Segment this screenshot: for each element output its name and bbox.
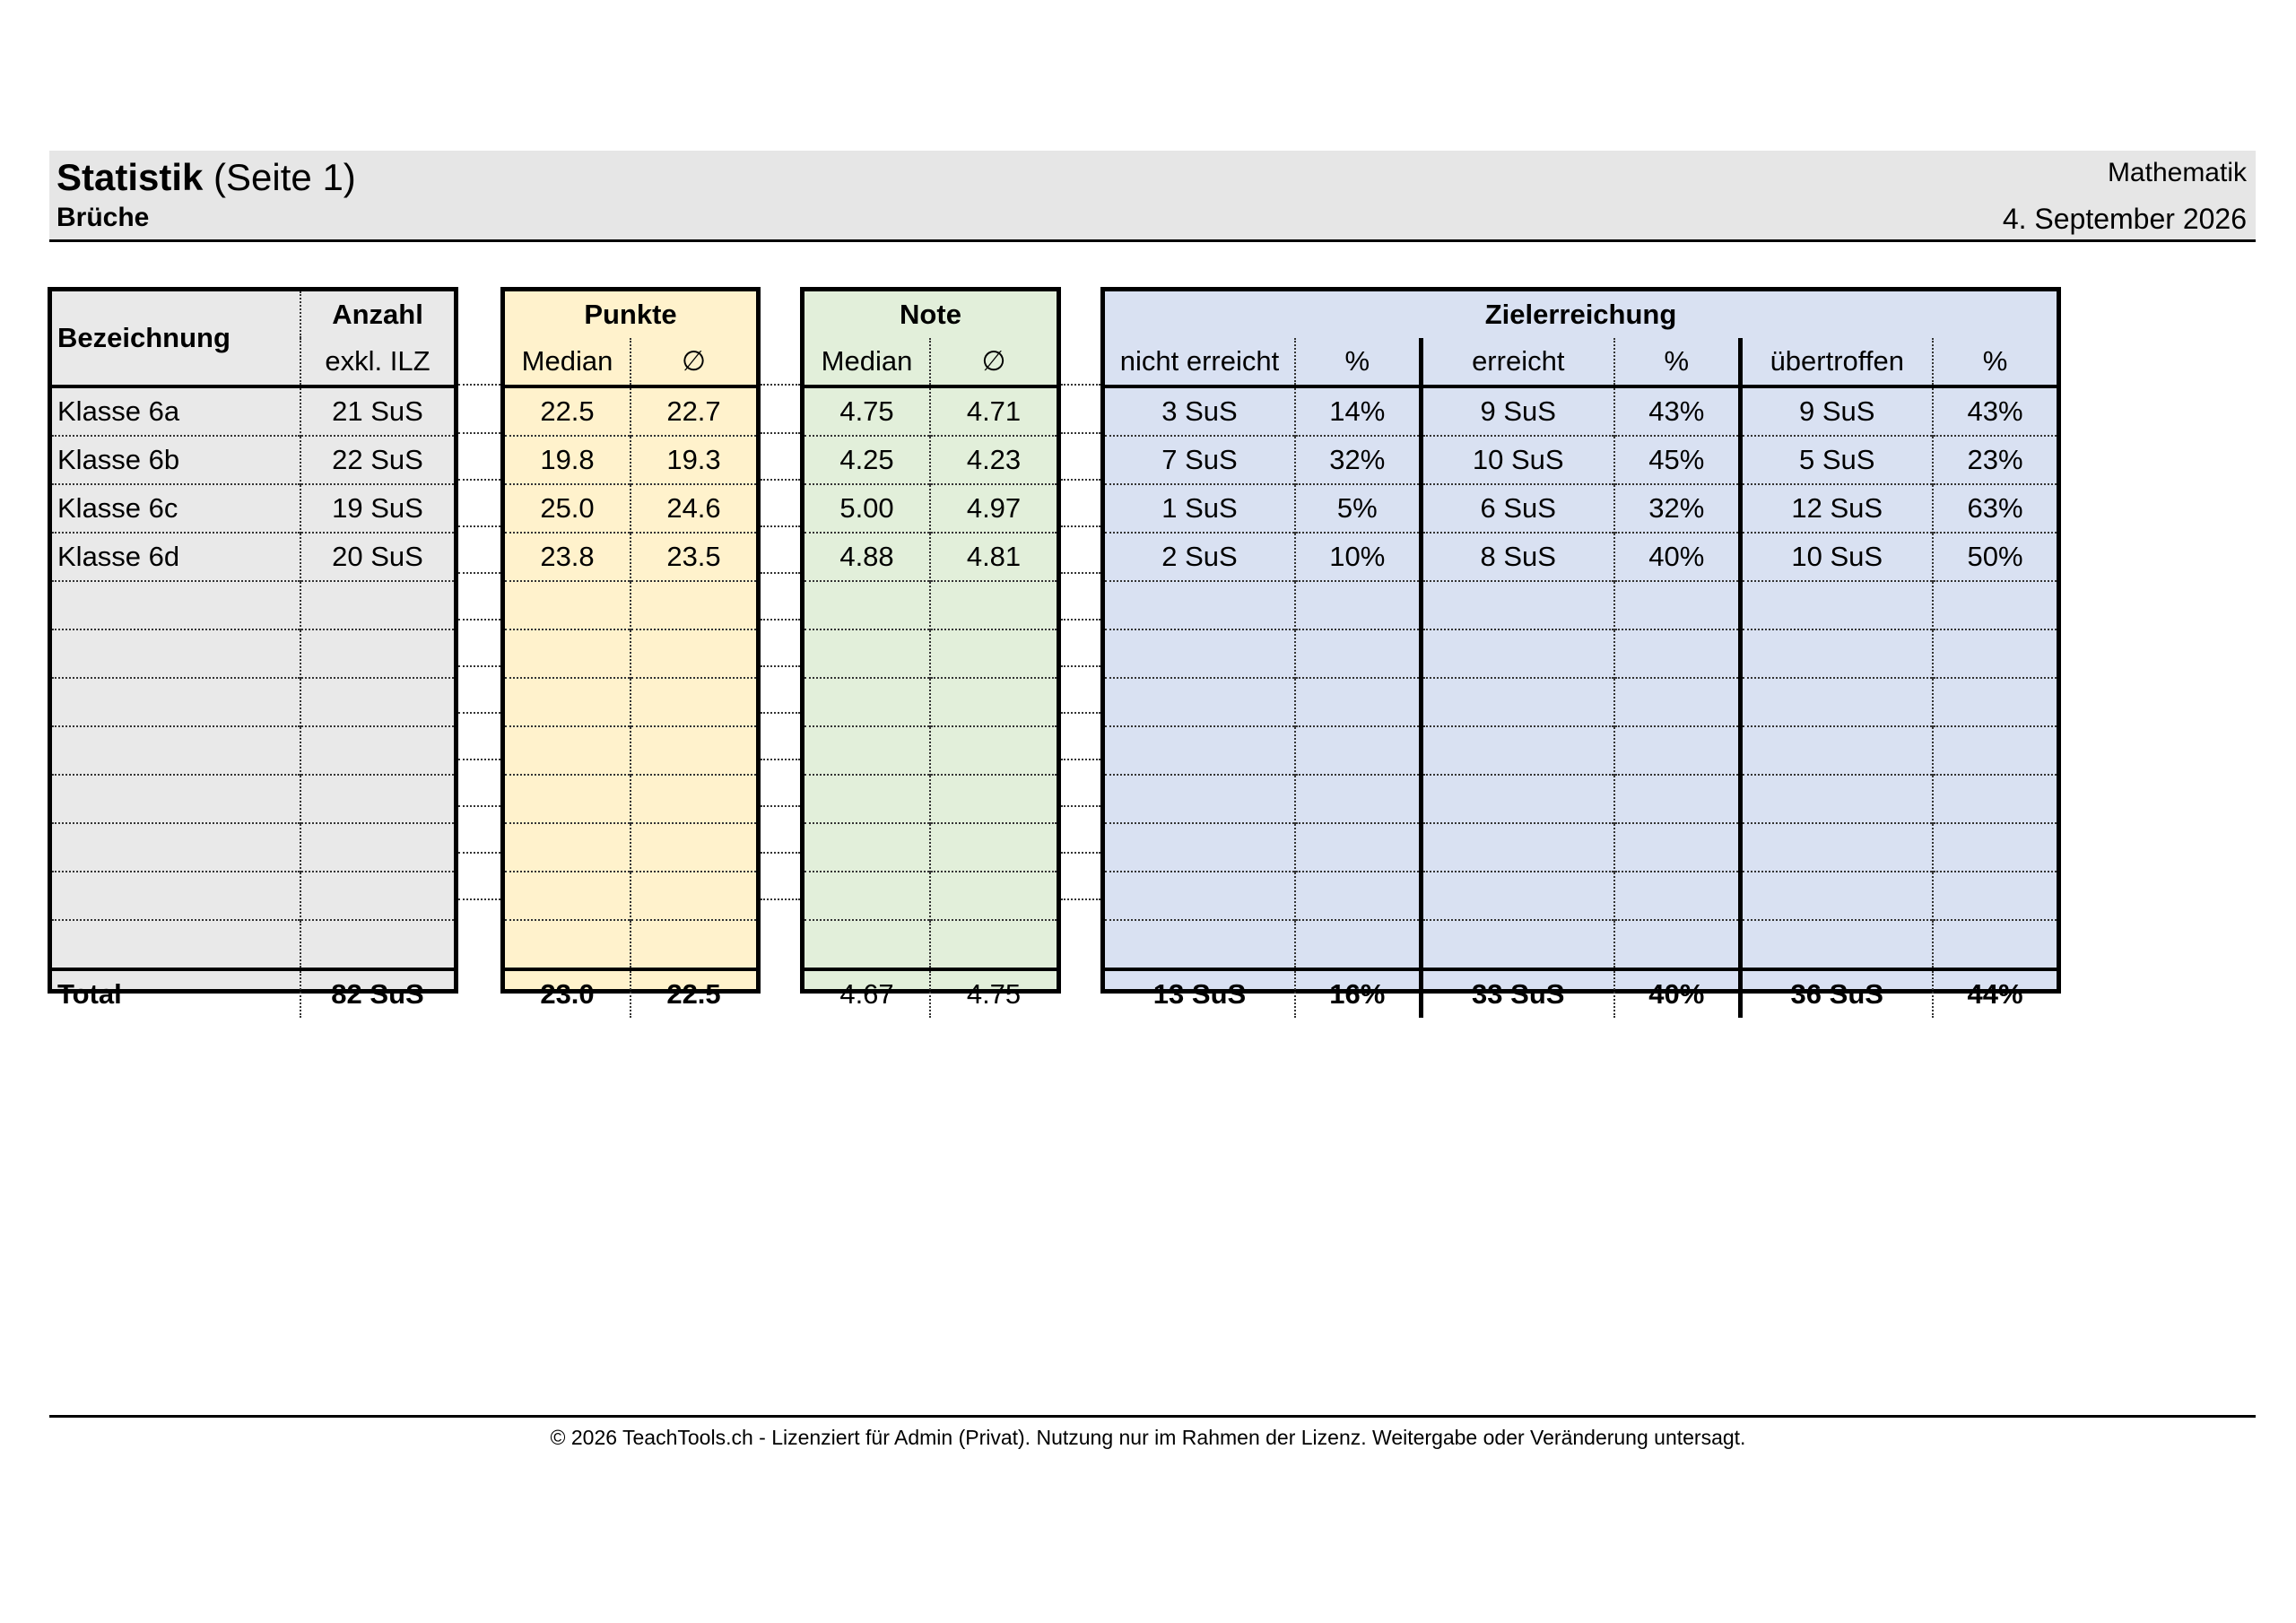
table-row	[505, 581, 756, 629]
cell-nicht-erreicht: 2 SuS	[1105, 533, 1295, 581]
cell-punkte-median	[505, 581, 631, 629]
gap-dotted-line	[458, 805, 500, 807]
cell-pct-erreicht: 32%	[1614, 484, 1740, 533]
cell-pct-uebertroffen	[1933, 872, 2057, 920]
cell-anzahl: 20 SuS	[300, 533, 454, 581]
cell-pct-uebertroffen	[1933, 678, 2057, 726]
table-row	[505, 629, 756, 678]
total-punkte-avg: 22.5	[631, 969, 756, 1018]
cell-pct-uebertroffen	[1933, 823, 2057, 872]
title-suffix: (Seite 1)	[203, 156, 356, 198]
cell-nicht-erreicht	[1105, 581, 1295, 629]
cell-name	[52, 726, 300, 775]
cell-punkte-median: 19.8	[505, 436, 631, 484]
table-row	[804, 581, 1057, 629]
page-header	[49, 151, 2256, 242]
cell-note-median	[804, 823, 930, 872]
total-row	[1105, 969, 2057, 1018]
cell-name	[52, 920, 300, 969]
cell-anzahl: 22 SuS	[300, 436, 454, 484]
cell-pct-uebertroffen	[1933, 920, 2057, 969]
table-row	[804, 484, 1057, 533]
cell-name: Klasse 6d	[52, 533, 300, 581]
table-block-punkte	[500, 287, 761, 1010]
gap-dotted-line	[458, 479, 500, 481]
cell-erreicht	[1421, 775, 1614, 823]
cell-note-median	[804, 726, 930, 775]
cell-pct-erreicht	[1614, 775, 1740, 823]
cell-pct-uebertroffen: 63%	[1933, 484, 2057, 533]
cell-punkte-avg	[631, 872, 756, 920]
gap-dotted-line	[458, 665, 500, 667]
cell-punkte-median: 25.0	[505, 484, 631, 533]
header-anzahl: Anzahl	[300, 291, 454, 338]
table-row	[52, 678, 454, 726]
table-row	[1105, 775, 2057, 823]
cell-pct-nicht	[1295, 629, 1421, 678]
table-row	[505, 533, 756, 581]
cell-note-median	[804, 629, 930, 678]
header-pct-nicht: %	[1295, 338, 1421, 386]
cell-uebertroffen: 9 SuS	[1740, 386, 1933, 436]
cell-note-median	[804, 581, 930, 629]
cell-punkte-avg	[631, 629, 756, 678]
cell-note-avg	[930, 629, 1057, 678]
cell-uebertroffen	[1740, 581, 1933, 629]
gap-dotted-line	[761, 432, 800, 434]
table-zielerreichung	[1105, 291, 2057, 1018]
gap-dotted-line	[458, 384, 500, 386]
header-punkte-median: Median	[521, 345, 613, 377]
cell-note-avg	[930, 678, 1057, 726]
cell-note-avg: 4.23	[930, 436, 1057, 484]
total-row	[804, 969, 1057, 1018]
page-title	[57, 152, 356, 203]
gap-dotted-line	[1061, 479, 1100, 481]
table-row	[1105, 823, 2057, 872]
gap-dotted-line	[458, 432, 500, 434]
table-row	[1105, 872, 2057, 920]
table-punkte	[505, 291, 756, 1018]
cell-uebertroffen	[1740, 629, 1933, 678]
table-row	[52, 629, 454, 678]
table-row	[505, 484, 756, 533]
table-row	[804, 678, 1057, 726]
total-pct-erreicht: 40%	[1614, 969, 1740, 1018]
cell-note-avg	[930, 872, 1057, 920]
table-row	[1105, 436, 2057, 484]
cell-punkte-median	[505, 823, 631, 872]
table-row	[505, 872, 756, 920]
gap-dotted-line	[761, 525, 800, 527]
cell-pct-nicht: 10%	[1295, 533, 1421, 581]
cell-uebertroffen	[1740, 920, 1933, 969]
cell-name	[52, 629, 300, 678]
cell-anzahl	[300, 581, 454, 629]
table-block-note	[800, 287, 1061, 1010]
gap-dotted-line	[1061, 898, 1100, 900]
header-uebertroffen: übertroffen	[1740, 338, 1933, 386]
total-anzahl: 82 SuS	[300, 969, 454, 1018]
cell-erreicht: 9 SuS	[1421, 386, 1614, 436]
gap-dotted-line	[1061, 525, 1100, 527]
cell-pct-erreicht	[1614, 920, 1740, 969]
total-uebertroffen: 36 SuS	[1740, 969, 1933, 1018]
gap-dotted-line	[1061, 852, 1100, 854]
header-pct-erreicht: %	[1614, 338, 1740, 386]
table-row	[804, 726, 1057, 775]
table-row	[804, 533, 1057, 581]
cell-name	[52, 872, 300, 920]
gap-dotted-line	[761, 759, 800, 760]
table-row	[1105, 484, 2057, 533]
cell-pct-erreicht	[1614, 629, 1740, 678]
cell-punkte-avg	[631, 678, 756, 726]
gap-dotted-line	[1061, 384, 1100, 386]
cell-pct-uebertroffen	[1933, 629, 2057, 678]
cell-note-median	[804, 678, 930, 726]
cell-note-median: 5.00	[804, 484, 930, 533]
cell-pct-uebertroffen	[1933, 726, 2057, 775]
total-punkte-median: 23.0	[505, 969, 631, 1018]
cell-erreicht	[1421, 726, 1614, 775]
total-note-median: 4.67	[804, 969, 930, 1018]
table-row	[52, 533, 454, 581]
cell-note-median	[804, 872, 930, 920]
cell-anzahl	[300, 726, 454, 775]
table-row	[804, 823, 1057, 872]
cell-punkte-median	[505, 678, 631, 726]
cell-nicht-erreicht	[1105, 823, 1295, 872]
header-pct-uebertroffen: %	[1933, 338, 2057, 386]
table-row	[52, 484, 454, 533]
table-row	[1105, 581, 2057, 629]
cell-pct-nicht: 32%	[1295, 436, 1421, 484]
cell-punkte-median	[505, 629, 631, 678]
cell-nicht-erreicht	[1105, 920, 1295, 969]
cell-note-avg: 4.81	[930, 533, 1057, 581]
cell-erreicht: 6 SuS	[1421, 484, 1614, 533]
gap-dotted-line	[761, 619, 800, 621]
cell-nicht-erreicht: 1 SuS	[1105, 484, 1295, 533]
cell-uebertroffen	[1740, 823, 1933, 872]
cell-pct-erreicht	[1614, 726, 1740, 775]
cell-uebertroffen	[1740, 678, 1933, 726]
gap-dotted-line	[761, 712, 800, 714]
table-row	[52, 920, 454, 969]
gap-dotted-line	[761, 384, 800, 386]
cell-note-median: 4.88	[804, 533, 930, 581]
cell-punkte-median	[505, 775, 631, 823]
cell-uebertroffen	[1740, 726, 1933, 775]
footer-copyright: © 2026 TeachTools.ch - Lizenziert für Admin (Privat). Nutzung nur im Rahmen der Lizenz. Weitergabe oder Veränderung untersagt.	[550, 1426, 1746, 1449]
gap-dotted-line	[1061, 572, 1100, 574]
gap-dotted-line	[1061, 619, 1100, 621]
table-note	[804, 291, 1057, 1018]
gap-dotted-line	[761, 665, 800, 667]
cell-pct-nicht	[1295, 678, 1421, 726]
cell-anzahl: 21 SuS	[300, 386, 454, 436]
gap-dotted-line	[761, 852, 800, 854]
table-row	[505, 920, 756, 969]
cell-pct-erreicht	[1614, 581, 1740, 629]
table-row	[804, 775, 1057, 823]
cell-pct-nicht	[1295, 823, 1421, 872]
cell-pct-nicht: 5%	[1295, 484, 1421, 533]
table-row	[1105, 629, 2057, 678]
gap-dotted-line	[1061, 759, 1100, 760]
gap-dotted-line	[761, 479, 800, 481]
gap-dotted-line	[1061, 665, 1100, 667]
header-nicht-erreicht: nicht erreicht	[1119, 345, 1280, 377]
header-note: Note	[900, 299, 961, 330]
cell-erreicht	[1421, 920, 1614, 969]
cell-note-avg	[930, 775, 1057, 823]
table-row	[804, 629, 1057, 678]
table-row	[1105, 726, 2057, 775]
table-row	[1105, 678, 2057, 726]
cell-nicht-erreicht	[1105, 629, 1295, 678]
gap-dotted-line	[458, 759, 500, 760]
cell-note-avg	[930, 920, 1057, 969]
cell-erreicht: 8 SuS	[1421, 533, 1614, 581]
cell-anzahl: 19 SuS	[300, 484, 454, 533]
cell-punkte-avg	[631, 581, 756, 629]
header-note-median: Median	[821, 345, 913, 377]
gap-dotted-line	[458, 619, 500, 621]
cell-punkte-avg	[631, 726, 756, 775]
cell-name: Klasse 6c	[52, 484, 300, 533]
cell-erreicht	[1421, 629, 1614, 678]
gap-dotted-line	[761, 898, 800, 900]
cell-punkte-avg	[631, 775, 756, 823]
cell-pct-erreicht	[1614, 872, 1740, 920]
cell-pct-erreicht	[1614, 823, 1740, 872]
cell-erreicht	[1421, 823, 1614, 872]
cell-punkte-avg	[631, 823, 756, 872]
cell-pct-nicht	[1295, 726, 1421, 775]
cell-name: Klasse 6a	[52, 386, 300, 436]
table-row	[1105, 920, 2057, 969]
cell-pct-erreicht: 45%	[1614, 436, 1740, 484]
cell-pct-nicht	[1295, 872, 1421, 920]
total-nicht-erreicht: 13 SuS	[1105, 969, 1295, 1018]
cell-name	[52, 581, 300, 629]
table-row	[804, 436, 1057, 484]
table-row	[804, 920, 1057, 969]
table-row	[52, 775, 454, 823]
cell-pct-nicht: 14%	[1295, 386, 1421, 436]
cell-name	[52, 775, 300, 823]
cell-nicht-erreicht: 7 SuS	[1105, 436, 1295, 484]
cell-note-median	[804, 775, 930, 823]
cell-note-median	[804, 920, 930, 969]
table-row	[505, 823, 756, 872]
header-note-avg: ∅	[930, 338, 1057, 386]
header-zielerreichung: Zielerreichung	[1484, 299, 1677, 330]
total-row	[505, 969, 756, 1018]
cell-note-avg	[930, 823, 1057, 872]
gap-dotted-line	[761, 805, 800, 807]
cell-uebertroffen: 5 SuS	[1740, 436, 1933, 484]
cell-punkte-avg: 24.6	[631, 484, 756, 533]
table-row	[804, 386, 1057, 436]
table-bezeichnung	[52, 291, 454, 1018]
cell-uebertroffen	[1740, 775, 1933, 823]
table-block-bezeichnung	[48, 287, 458, 1010]
total-pct-uebertroffen: 44%	[1933, 969, 2057, 1018]
total-pct-nicht: 16%	[1295, 969, 1421, 1018]
cell-punkte-median: 23.8	[505, 533, 631, 581]
cell-punkte-median: 22.5	[505, 386, 631, 436]
gap-dotted-line	[458, 898, 500, 900]
cell-erreicht	[1421, 872, 1614, 920]
table-row	[52, 823, 454, 872]
table-row	[52, 436, 454, 484]
total-name: Total	[52, 969, 300, 1018]
title-bold: Statistik	[57, 156, 204, 198]
cell-anzahl	[300, 823, 454, 872]
cell-nicht-erreicht	[1105, 872, 1295, 920]
footer-divider	[49, 1415, 2256, 1418]
cell-name	[52, 678, 300, 726]
table-row	[52, 581, 454, 629]
cell-nicht-erreicht: 3 SuS	[1105, 386, 1295, 436]
table-row	[505, 436, 756, 484]
table-block-zielerreichung	[1100, 287, 2061, 1010]
cell-anzahl	[300, 629, 454, 678]
cell-pct-nicht	[1295, 775, 1421, 823]
cell-note-avg: 4.97	[930, 484, 1057, 533]
total-row	[52, 969, 454, 1018]
table-row	[505, 726, 756, 775]
gap-dotted-line	[458, 712, 500, 714]
cell-punkte-avg: 19.3	[631, 436, 756, 484]
cell-punkte-median	[505, 726, 631, 775]
cell-note-median: 4.75	[804, 386, 930, 436]
page-subtitle: Brüche	[57, 203, 150, 232]
cell-pct-uebertroffen: 23%	[1933, 436, 2057, 484]
cell-nicht-erreicht	[1105, 678, 1295, 726]
cell-pct-nicht	[1295, 920, 1421, 969]
gap-dotted-line	[1061, 712, 1100, 714]
cell-anzahl	[300, 920, 454, 969]
header-anzahl-sub: exkl. ILZ	[300, 338, 454, 386]
table-row	[52, 386, 454, 436]
cell-pct-nicht	[1295, 581, 1421, 629]
header-punkte-avg: ∅	[631, 338, 756, 386]
cell-punkte-avg: 22.7	[631, 386, 756, 436]
cell-punkte-median	[505, 872, 631, 920]
table-row	[52, 726, 454, 775]
cell-name	[52, 823, 300, 872]
subject-label: Mathematik	[2107, 158, 2247, 187]
cell-erreicht	[1421, 678, 1614, 726]
cell-erreicht: 10 SuS	[1421, 436, 1614, 484]
cell-pct-erreicht: 40%	[1614, 533, 1740, 581]
cell-punkte-avg	[631, 920, 756, 969]
cell-pct-uebertroffen: 50%	[1933, 533, 2057, 581]
total-note-avg: 4.75	[930, 969, 1057, 1018]
cell-anzahl	[300, 775, 454, 823]
gap-dotted-line	[1061, 805, 1100, 807]
table-row	[804, 872, 1057, 920]
cell-note-avg: 4.71	[930, 386, 1057, 436]
table-row	[505, 386, 756, 436]
table-row	[1105, 533, 2057, 581]
gap-dotted-line	[458, 525, 500, 527]
cell-nicht-erreicht	[1105, 775, 1295, 823]
table-row	[52, 872, 454, 920]
cell-uebertroffen	[1740, 872, 1933, 920]
cell-pct-uebertroffen	[1933, 581, 2057, 629]
total-erreicht: 33 SuS	[1421, 969, 1614, 1018]
cell-note-median: 4.25	[804, 436, 930, 484]
cell-name: Klasse 6b	[52, 436, 300, 484]
gap-dotted-line	[1061, 432, 1100, 434]
cell-punkte-avg: 23.5	[631, 533, 756, 581]
table-row	[505, 775, 756, 823]
gap-dotted-line	[458, 852, 500, 854]
cell-nicht-erreicht	[1105, 726, 1295, 775]
cell-note-avg	[930, 726, 1057, 775]
cell-pct-uebertroffen: 43%	[1933, 386, 2057, 436]
cell-pct-erreicht: 43%	[1614, 386, 1740, 436]
header-erreicht: erreicht	[1421, 338, 1614, 386]
gap-dotted-line	[458, 572, 500, 574]
cell-uebertroffen: 10 SuS	[1740, 533, 1933, 581]
cell-pct-erreicht	[1614, 678, 1740, 726]
cell-punkte-median	[505, 920, 631, 969]
table-row	[505, 678, 756, 726]
cell-note-avg	[930, 581, 1057, 629]
cell-pct-uebertroffen	[1933, 775, 2057, 823]
header-punkte: Punkte	[584, 299, 677, 330]
gap-dotted-line	[761, 572, 800, 574]
table-row	[1105, 386, 2057, 436]
date-label: 4. September 2026	[2002, 203, 2247, 235]
cell-anzahl	[300, 872, 454, 920]
cell-uebertroffen: 12 SuS	[1740, 484, 1933, 533]
cell-erreicht	[1421, 581, 1614, 629]
header-bezeichnung: Bezeichnung	[57, 322, 230, 353]
cell-anzahl	[300, 678, 454, 726]
